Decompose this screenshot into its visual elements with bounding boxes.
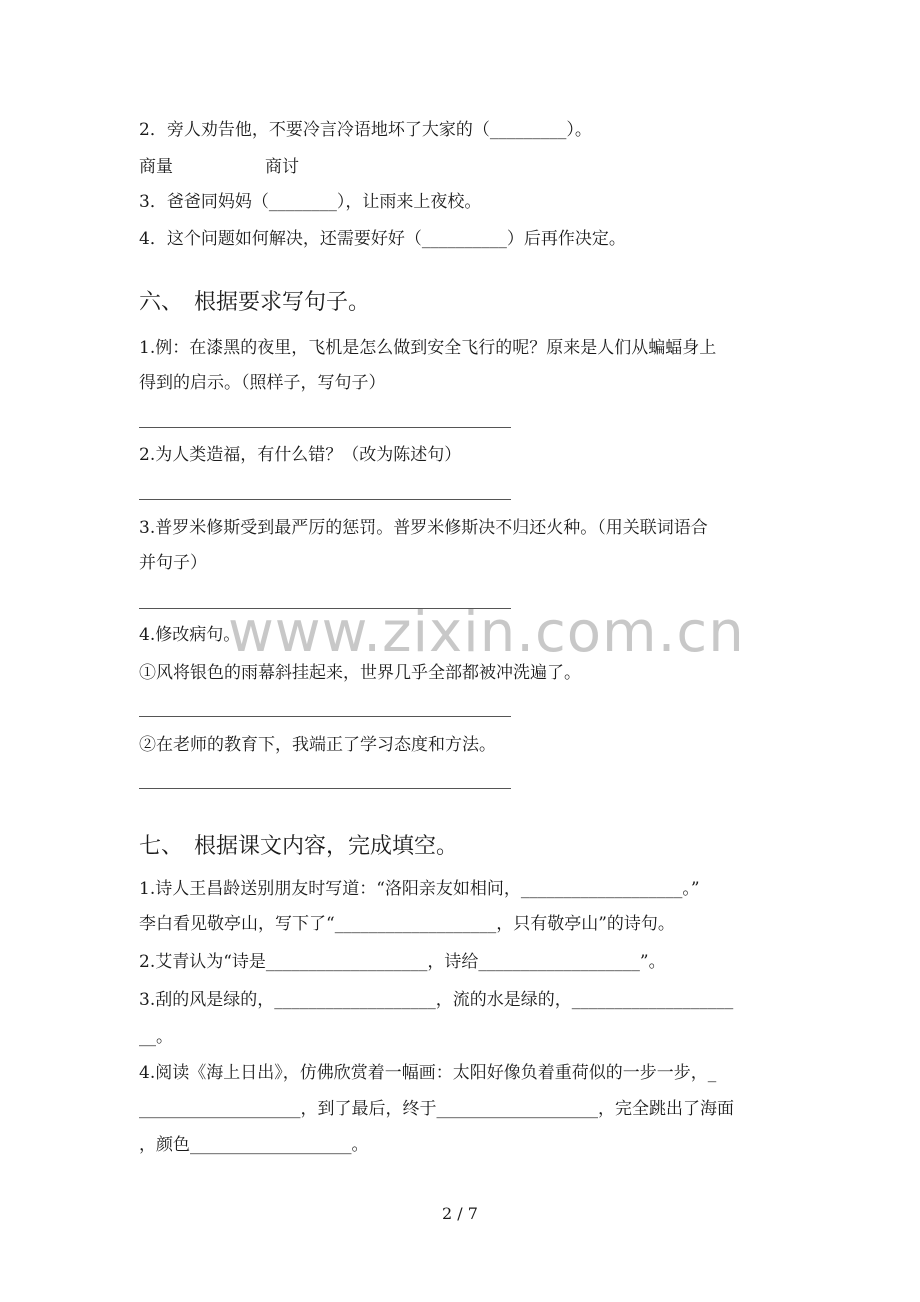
answer-line bbox=[139, 499, 511, 500]
page-number: 2 / 7 bbox=[442, 1204, 478, 1223]
s6-q3-line-1: 3.普罗米修斯受到最严厉的惩罚。普罗米修斯决不归还火种。（用关联词语合 bbox=[139, 518, 708, 538]
s5-question-2: 2．旁人劝告他，不要冷言冷语地坏了大家的（_________）。 bbox=[139, 120, 592, 140]
section-6-heading: 六、 根据要求写句子。 bbox=[139, 290, 371, 315]
s7-q3-line-2: __。 bbox=[139, 1027, 173, 1047]
s7-q4-line-3: ，颜色___________________。 bbox=[139, 1135, 369, 1155]
s5-question-3: 3．爸爸同妈妈（________），让雨来上夜校。 bbox=[139, 192, 482, 212]
s6-question-4: 4.修改病句。 bbox=[139, 625, 241, 645]
answer-line bbox=[139, 427, 511, 428]
s5-question-4: 4．这个问题如何解决，还需要好好（__________）后再作决定。 bbox=[139, 229, 626, 249]
answer-line bbox=[139, 608, 511, 609]
s7-question-2: 2.艾青认为“诗是___________________，诗给___________________”。 bbox=[139, 952, 666, 972]
s7-q1-line-2: 李白看见敬亭山，写下了“___________________，只有敬亭山”的诗句。 bbox=[139, 914, 675, 934]
s6-q1-line-1: 1.例：在漆黑的夜里，飞机是怎么做到安全飞行的呢？原来是人们从蝙蝠身上 bbox=[139, 338, 717, 358]
section-7-heading: 七、 根据课文内容，完成填空。 bbox=[139, 834, 459, 859]
s6-q4-sentence-b: ②在老师的教育下，我端正了学习态度和方法。 bbox=[139, 735, 496, 755]
s6-q1-line-2: 得到的启示。（照样子，写句子） bbox=[139, 373, 386, 393]
word-choice-1: 商量 bbox=[139, 157, 173, 177]
answer-line bbox=[139, 716, 511, 717]
s6-q4-sentence-a: ①风将银色的雨幕斜挂起来，世界几乎全部都被冲洗遍了。 bbox=[139, 663, 581, 683]
s7-q4-line-2: ___________________，到了最后，终于___________________，完全跳出了海面 bbox=[139, 1099, 734, 1119]
s6-q3-line-2: 并句子） bbox=[139, 553, 207, 573]
word-choice-2: 商讨 bbox=[265, 157, 299, 177]
s7-q4-line-1: 4.阅读《海上日出》，仿佛欣赏着一幅画：太阳好像负着重荷似的一步一步，_ bbox=[139, 1063, 717, 1083]
s6-question-2: 2.为人类造福，有什么错？（改为陈述句） bbox=[139, 445, 462, 465]
s5-word-choices bbox=[139, 155, 299, 179]
watermark: www.zixin.com.cn bbox=[228, 600, 745, 665]
s7-q1-line-1: 1.诗人王昌龄送别朋友时写道：“洛阳亲友如相问，___________________。” bbox=[139, 879, 700, 899]
answer-line bbox=[139, 788, 511, 789]
s7-q3-line-1: 3.刮的风是绿的，___________________，流的水是绿的，___________________ bbox=[139, 990, 734, 1010]
